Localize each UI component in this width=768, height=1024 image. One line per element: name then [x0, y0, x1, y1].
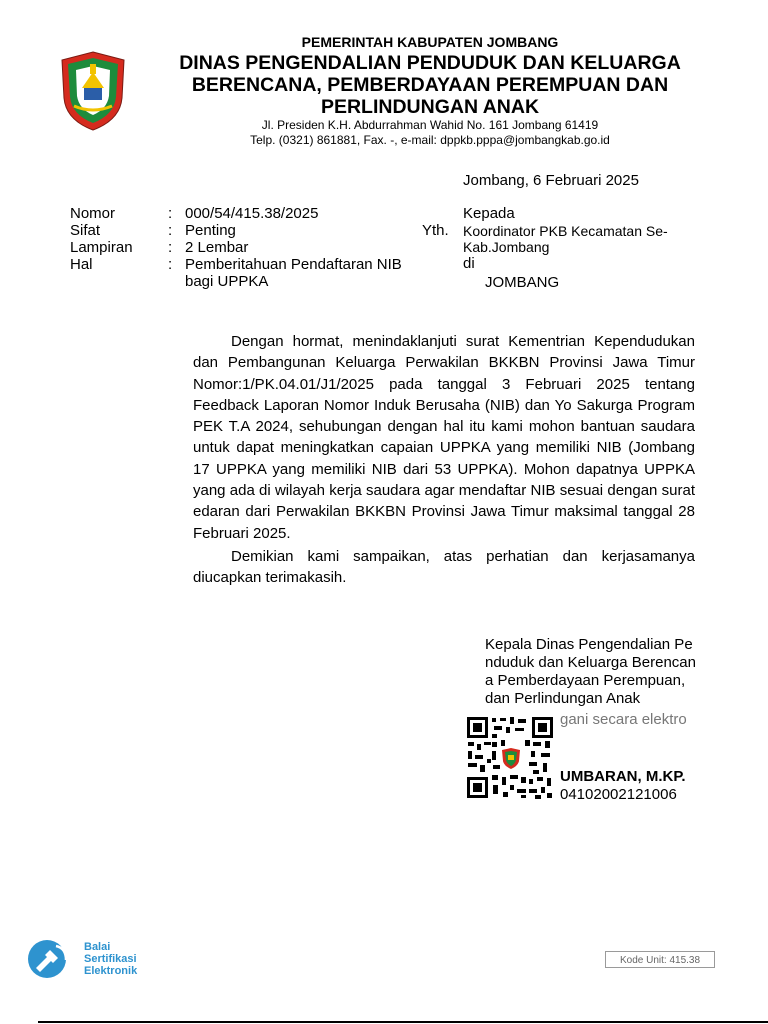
meta-row-sifat — [70, 222, 410, 239]
meta-value: 000/54/415.38/2025 — [185, 205, 319, 222]
government-name: PEMERINTAH KABUPATEN JOMBANG — [301, 34, 559, 50]
bse-text-line: Elektronik — [84, 965, 138, 977]
meta-value: Penting — [185, 222, 236, 239]
address-line: Jl. Presiden K.H. Abdurrahman Wahid No. 161 Jombang 61419 — [261, 118, 599, 132]
jombang-crest-logo — [60, 50, 126, 132]
body-paragraph: Dengan hormat, menindaklanjuti surat Kementrian Kependudukan dan Pembangunan Keluarga Perwakilan BKKBN Provinsi Jawa Timur Nomor:1/PK.04.01/J1/2025 pada tanggal 3 Februari 2025 tentang Feedback Laporan Nomor Induk Berusaha (NIB) dan Yo Sakurga Program PEK T.A 2024, sehubungan dengan hal itu kami mohon bantuan saudara untuk dapat meningkatkan capaian UPPKA yang memiliki NIB (Jombang 17 UPPKA yang memiliki NIB dari 53 UPPKA). Mohon dapatnya UPPKA yang ada di wilayah kerja saudara agar mendaftar NIB sesuai dengan surat edaran dari Perwakilan BKKBN Provinsi Jawa Timur maksimal tanggal 28 Februari 2025. — [193, 333, 695, 542]
addressee-di: di — [463, 255, 475, 272]
letter-date: Jombang, 6 Februari 2025 — [463, 172, 639, 189]
footer-divider — [38, 1021, 768, 1023]
meta-row-hal — [70, 256, 410, 290]
bse-logo-text — [84, 941, 137, 977]
letter-meta — [70, 205, 410, 290]
contact-line: Telp. (0321) 861881, Fax. -, e-mail: dppkb.pppa@jombangkab.go.id — [250, 133, 610, 147]
e-signature-note: gani secara elektro — [560, 711, 687, 728]
bse-logo-icon — [26, 938, 70, 980]
meta-colon: : — [168, 256, 173, 273]
qr-code-signature — [465, 715, 555, 800]
kode-unit-box: Kode Unit: 415.38 — [605, 951, 715, 968]
meta-value: 2 Lembar — [185, 239, 249, 256]
signatory-nip: 04102002121006 — [560, 786, 677, 803]
addressee-block — [463, 205, 693, 291]
bse-text-line: Sertifikasi — [84, 953, 137, 965]
agency-address — [150, 118, 710, 148]
letter-body — [193, 331, 695, 589]
addressee-city: JOMBANG — [485, 274, 560, 291]
agency-name-line: DINAS PENGENDALIAN PENDUDUK DAN KELUARGA — [179, 52, 681, 74]
meta-colon: : — [168, 222, 173, 239]
meta-row-lampiran — [70, 239, 410, 256]
signatory-name: UMBARAN, M.KP. — [560, 768, 686, 785]
meta-value: Pemberitahuan Pendaftaran NIB bagi UPPKA — [185, 256, 402, 290]
meta-colon: : — [168, 239, 173, 256]
meta-label: Sifat — [70, 222, 101, 239]
addressee-kepada: Kepada — [463, 205, 515, 222]
meta-label: Lampiran — [70, 239, 133, 256]
meta-label: Hal — [70, 256, 93, 273]
meta-colon: : — [168, 205, 173, 222]
agency-name — [150, 52, 710, 118]
meta-label: Nomor — [70, 205, 116, 222]
body-paragraph: Demikian kami sampaikan, atas perhatian dan kerjasamanya diucapkan terimakasih. — [193, 547, 695, 587]
agency-name-line: BERENCANA, PEMBERDAYAAN PEREMPUAN DAN — [191, 74, 669, 96]
bse-text-line: Balai — [84, 941, 111, 953]
signatory-title: Kepala Dinas Pengendalian Penduduk dan Keluarga Berencana Pemberdayaan Perempuan, dan Perlindungan Anak — [485, 636, 696, 706]
addressee-name: Koordinator PKB Kecamatan Se-Kab.Jombang — [463, 223, 668, 255]
agency-name-line: PERLINDUNGAN ANAK — [320, 96, 540, 118]
meta-row-nomor — [70, 205, 410, 222]
addressee-yth: Yth. — [422, 222, 449, 239]
